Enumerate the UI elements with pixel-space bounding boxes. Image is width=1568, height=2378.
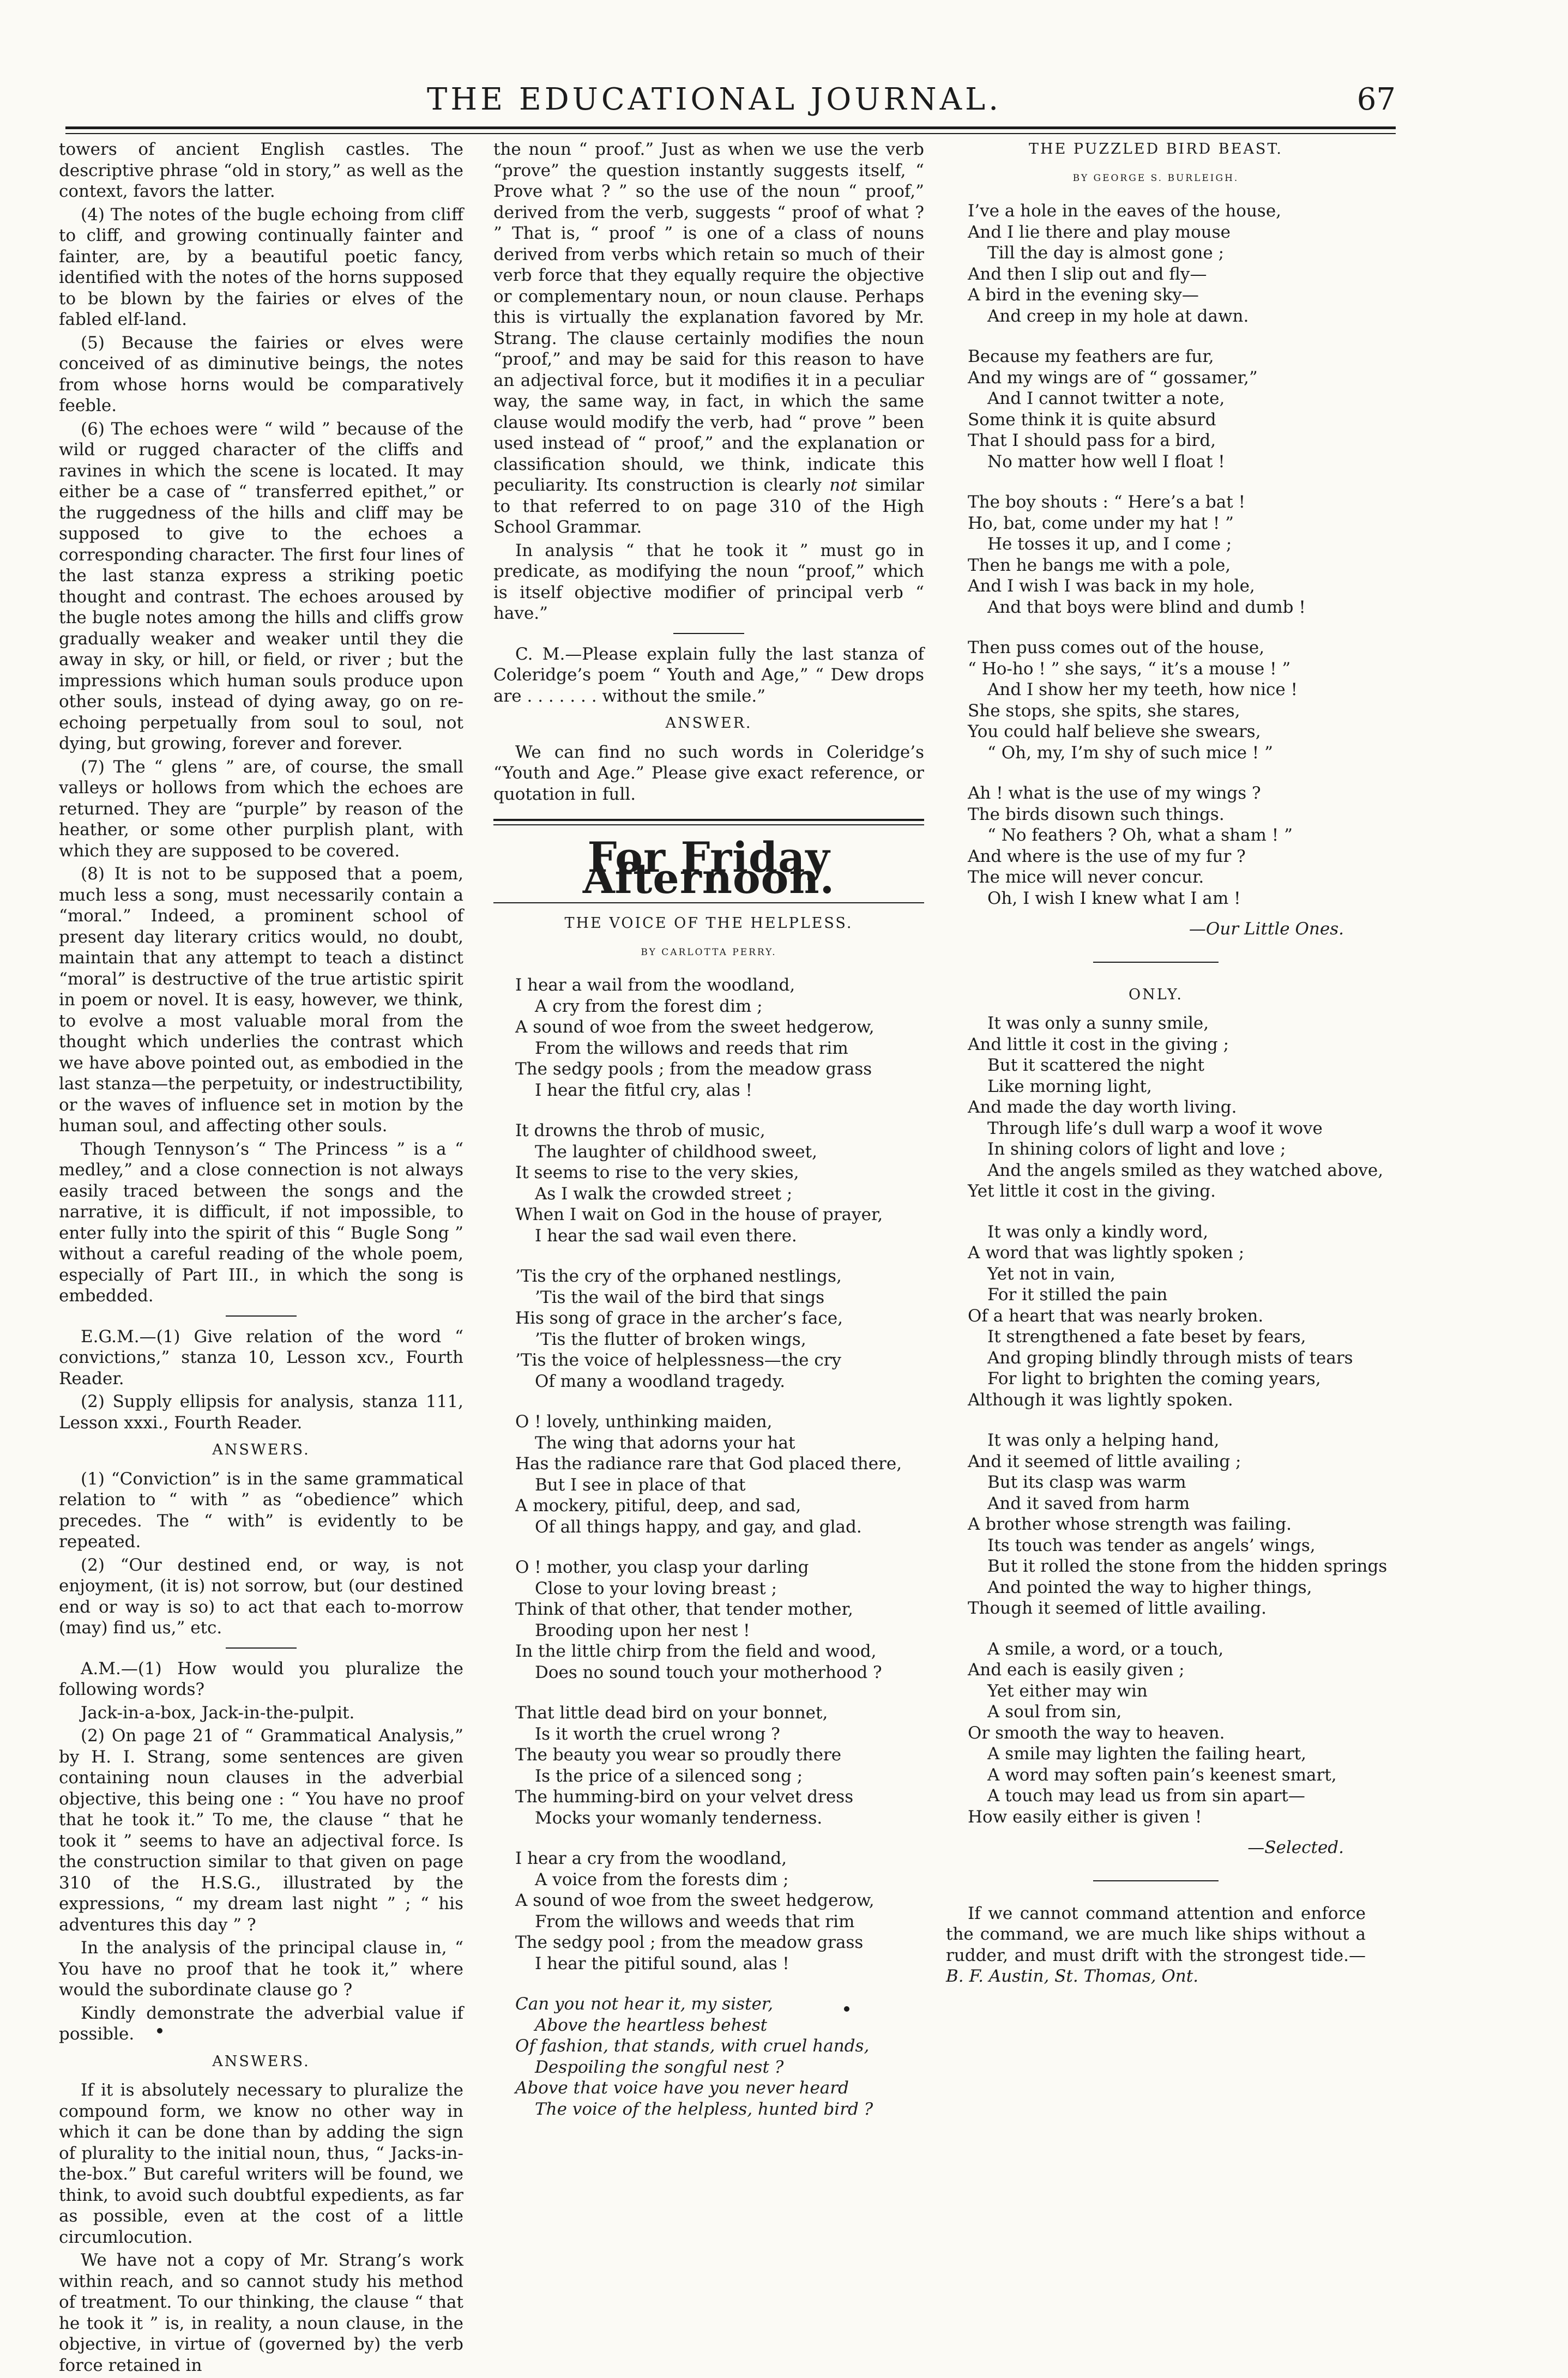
- answer: (1) “Conviction” is in the same grammatical relation to “ with ” as “obedience” which precedes. The “ with” is evidently to be repeated.: [59, 1469, 463, 1552]
- poem-line: Like morning light,: [987, 1076, 1152, 1096]
- poem-line: ’Tis the flutter of broken wings,: [535, 1329, 806, 1349]
- question: (2) Supply ellipsis for analysis, stanza 111, Lesson xxxi., Fourth Reader.: [59, 1392, 463, 1433]
- stanza: [515, 1411, 924, 1537]
- stanza: [968, 1430, 1388, 1619]
- poem-line: It was only a kindly word,: [987, 1222, 1209, 1242]
- poem-line: A brother whose strength was failing.: [968, 1514, 1292, 1534]
- print-mark: [157, 2028, 162, 2033]
- poem-line: How easily either is given !: [968, 1807, 1202, 1827]
- poem-line: But its clasp was warm: [987, 1472, 1186, 1492]
- poem-line: The wing that adorns your hat: [535, 1433, 795, 1453]
- poem-line: A mockery, pitiful, deep, and sad,: [515, 1496, 801, 1516]
- section-divider: [226, 1647, 297, 1649]
- poem-line: Of fashion, that stands, with cruel hands,: [515, 2036, 870, 2056]
- poem-line: And my wings are of “ gossamer,”: [968, 367, 1258, 388]
- poem-title: ONLY.: [1129, 986, 1183, 1003]
- poem-line: And made the day worth living.: [968, 1097, 1237, 1117]
- column-right: [946, 139, 1388, 1989]
- paragraph: In analysis “ that he took it ” must go in predicate, as modifying the noun “proof,” which is itself objective modifier of principal verb “ have.”: [493, 540, 924, 623]
- answers-heading: ANSWERS.: [212, 1441, 310, 1458]
- poem-line: A cry from the forest dim ;: [535, 996, 763, 1016]
- poem-line: The sedgy pool ; from the meadow grass: [515, 1933, 864, 1952]
- poem-attribution: —Our Little Ones.: [1189, 919, 1344, 939]
- poem-line: Of a heart that was nearly broken.: [968, 1306, 1264, 1326]
- poem-line: And then I slip out and fly—: [968, 264, 1207, 284]
- poem-line: And pointed the way to higher things,: [987, 1577, 1312, 1597]
- poem-line: The birds disown such things.: [968, 804, 1225, 824]
- poem-line: In the little chirp from the field and wood,: [515, 1641, 877, 1661]
- poem-line: And the angels smiled as they watched above,: [987, 1160, 1384, 1180]
- poem-line: Though it seemed of little availing.: [968, 1598, 1267, 1618]
- answer: If it is absolutely necessary to pluralize the compound form, we know no other way in which it can be done than by adding the sign of plurality to the initial noun, thus, “ Jacks-in-the-box.” But careful writers will be found, we think, to avoid such doubtful expedients, as far as possible, even at the cost of a little circumlocution.: [59, 2080, 463, 2247]
- poem-line: For light to brighten the coming years,: [987, 1369, 1321, 1389]
- section-divider: [1093, 962, 1219, 963]
- poem-line: The sedgy pools ; from the meadow grass: [515, 1059, 872, 1079]
- poem-line: His song of grace in the archer’s face,: [515, 1308, 843, 1328]
- stanza: [515, 1994, 924, 2120]
- poem-line: Despoiling the songful nest ?: [535, 2057, 784, 2077]
- poem-line: You could half believe she swears,: [968, 722, 1261, 741]
- poem-attribution: —Selected.: [1247, 1838, 1344, 1857]
- poem-line: Above the heartless behest: [535, 2015, 768, 2035]
- poem-line: No matter how well I float !: [987, 451, 1225, 472]
- poem-line: From the willows and weeds that rim: [535, 1911, 855, 1932]
- paragraph: Though Tennyson’s “ The Princess ” is a “ medley,” and a close connection is not always easily traced between the songs and the narrative, it is difficult, if not impossible, to enter fully into the spirit of this “ Bugle Song ” without a careful reading of the whole poem, especially of Part III., in which the song is embedded.: [59, 1139, 463, 1306]
- poem-line: Is it worth the cruel wrong ?: [535, 1724, 780, 1744]
- poem-line: And that boys were blind and dumb !: [987, 597, 1306, 617]
- poem-line: Has the radiance rare that God placed there,: [515, 1454, 902, 1474]
- poem-line: It drowns the throb of music,: [515, 1121, 765, 1140]
- poem-line: The humming-bird on your velvet dress: [515, 1787, 854, 1807]
- paragraph: (5) Because the fairies or elves were conceived of as diminutive beings, the notes from whose horns would be comparatively feeble.: [59, 333, 463, 415]
- paragraph: (7) The “ glens ” are, of course, the small valleys or hollows from which the echoes are returned. They are “purple” by reason of the heather, or some other purplish plant, with which they are supposed to be covered.: [59, 757, 463, 861]
- poem-line: And groping blindly through mists of tears: [987, 1348, 1353, 1368]
- poem-line: The beauty you wear so proudly there: [515, 1745, 842, 1765]
- poem-line: But it rolled the stone from the hidden springs: [987, 1556, 1388, 1576]
- poem-line: The voice of the helpless, hunted bird ?: [535, 2099, 873, 2119]
- answer: We can find no such words in Coleridge’s “Youth and Age.” Please give exact reference, or quotation in full.: [493, 742, 924, 804]
- poem-line: Of many a woodland tragedy.: [535, 1371, 786, 1391]
- header-rule: [65, 126, 1396, 129]
- poem-line: But it scattered the night: [987, 1055, 1204, 1075]
- poem-line: I hear the pitiful sound, alas !: [535, 1953, 789, 1973]
- poem-line: I hear the sad wail even there.: [535, 1226, 797, 1246]
- poem-only: [946, 1013, 1388, 1827]
- stanza: [515, 975, 924, 1101]
- poem-line: Then he bangs me with a pole,: [968, 555, 1231, 575]
- poem-line: It strengthened a fate beset by fears,: [987, 1327, 1306, 1347]
- poem-line: “ Ho-ho ! ” she says, “ it’s a mouse ! ”: [968, 659, 1291, 679]
- poem-line: That little dead bird on your bonnet,: [515, 1703, 828, 1723]
- emphasis-text: not: [829, 475, 858, 495]
- poem-line: “ Oh, my, I’m shy of such mice ! ”: [987, 743, 1273, 763]
- poem-line: Brooding upon her nest !: [535, 1620, 750, 1640]
- stanza: [968, 1639, 1366, 1828]
- stanza: [968, 783, 1366, 909]
- section-divider: [1093, 1880, 1219, 1881]
- answer: We have not a copy of Mr. Strang’s work within reach, and so cannot study his method of treatment. To our thinking, the clause “ that he took it ” is, in reality, a noun clause, in the objective, in virtue of (governed by) the verb force retained in: [59, 2250, 463, 2375]
- poem-byline: BY GEORGE S. BURLEIGH.: [1072, 172, 1239, 184]
- poem-line: Is the price of a silenced song ;: [535, 1766, 803, 1786]
- poem-line: The mice will never concur.: [968, 867, 1204, 887]
- stanza: [515, 1848, 924, 1974]
- poem-line: In shining colors of light and love ;: [987, 1139, 1286, 1159]
- poem-line: And it saved from harm: [987, 1493, 1190, 1513]
- poem-line: It was only a sunny smile,: [987, 1013, 1209, 1033]
- running-title: THE EDUCATIONAL JOURNAL.: [426, 82, 1002, 117]
- poem-line: For it stilled the pain: [987, 1285, 1168, 1305]
- poem-line: When I wait on God in the house of prayer,: [515, 1205, 883, 1224]
- poem-title: THE PUZZLED BIRD BEAST.: [1029, 141, 1283, 158]
- question: In the analysis of the principal clause in, “ You have no proof that he took it,” where would the subordinate clause go ?: [59, 1938, 463, 2000]
- poem-line: ’Tis the wail of the bird that sings: [535, 1287, 825, 1307]
- poem-line: Or smooth the way to heaven.: [968, 1723, 1225, 1743]
- poem-line: That I should pass for a bird,: [968, 431, 1216, 450]
- poem-line: And little it cost in the giving ;: [968, 1034, 1229, 1054]
- poem-line: A touch may lead us from sin apart—: [987, 1786, 1305, 1806]
- page-header: [65, 82, 1396, 147]
- section-title: For Friday Afternoon.: [582, 833, 835, 903]
- poem-line: Yet either may win: [987, 1681, 1148, 1701]
- stanza: [968, 1222, 1366, 1411]
- poem-line: Close to your loving breast ;: [535, 1578, 777, 1598]
- poem-line: As I walk the crowded street ;: [535, 1184, 793, 1204]
- poem-line: And I cannot twitter a note,: [987, 389, 1225, 408]
- poem-line: Does no sound touch your motherhood ?: [535, 1662, 882, 1682]
- page-number: 67: [1356, 82, 1396, 117]
- poem-voice-of-the-helpless: [493, 975, 924, 2120]
- poem-line: I hear the fitful cry, alas !: [535, 1080, 752, 1100]
- poem-line: Ho, bat, come under my hat ! ”: [968, 513, 1234, 533]
- poem-line: And I lie there and play mouse: [968, 222, 1231, 242]
- question-words: Jack-in-a-box, Jack-in-the-pulpit.: [81, 1703, 355, 1723]
- paragraph: (6) The echoes were “ wild ” because of the wild or rugged character of the cliffs and ravines in which the scene is located. It may either be a case of “ transferred epithet,” or the ruggedness of the hills and cliff may be supposed to give to the echoes a corresponding character. The first four lines of the last stanza express a striking poetic thought and contrast. The echoes aroused by the bugle notes among the hills and cliffs grow gradually weaker and weaker until they die away in sky, or hill, or field, or river ; but the impressions which human souls produce upon other souls, instead of dying away, go on re-echoing perpetually from soul to soul, not dying, but growing, forever and forever.: [59, 419, 463, 753]
- poem-line: A sound of woe from the sweet hedgerow,: [515, 1017, 875, 1037]
- poem-line: O ! lovely, unthinking maiden,: [515, 1412, 773, 1432]
- poem-line: The boy shouts : “ Here’s a bat !: [968, 492, 1246, 512]
- question: (2) On page 21 of “ Grammatical Analysis,” by H. I. Strang, some sentences are given containing noun clauses in the adverbial objective, this being one : “ You have no proof that he took it.” To me, the clause “ that he took it ” seems to have an adjectival force. Is the construction similar to that given on page 310 of the H.S.G., illustrated by the expressions, “ my dream last night ” ; “ his adventures this day ” ?: [59, 1726, 463, 1935]
- poem-line: Although it was lightly spoken.: [968, 1390, 1233, 1410]
- quote-author: B. F. Austin, St. Thomas, Ont.: [946, 1966, 1199, 1986]
- poem-line: I hear a cry from the woodland,: [515, 1849, 787, 1868]
- poem-line: Till the day is almost gone ;: [987, 243, 1225, 263]
- column-middle: [493, 139, 924, 2139]
- paragraph: [493, 139, 924, 538]
- poem-line: A word may soften pain’s keenest smart,: [987, 1765, 1337, 1785]
- stanza: [968, 1013, 1384, 1202]
- stanza: [968, 346, 1366, 472]
- poem-line: And each is easily given ;: [968, 1660, 1185, 1680]
- poem-line: And creep in my hole at dawn.: [987, 306, 1249, 326]
- paragraph-text: the noun “ proof.” Just as when we use the verb “prove” the question instantly suggests itself, “ Prove what ? ” so the use of the noun “ proof,” derived from the verb, suggests “ proof of what ? ” That is, “ proof ” is one of a class of nouns derived from verbs which retain so much of their verb force that they equally require the objective or complementary noun, or noun clause. Perhaps this is virtually the explanation favored by Mr. Strang. The clause certainly modifies the noun “proof,” and may be said for this reason to have an adjectival force, but it modifies it in a peculiar way, the same way, in fact, in which the same clause would modify the verb, had “ prove ” been used instead of “ proof,” and the explanation or classification should, we think, indicate this peculiarity. Its construction is clearly: [493, 140, 924, 495]
- stanza: [968, 492, 1366, 618]
- question: C. M.—Please explain fully the last stanza of Coleridge’s poem “ Youth and Age,” “ Dew drops are . . . . . . . without the smile.”: [493, 644, 924, 706]
- poem-line: A word that was lightly spoken ;: [968, 1243, 1245, 1263]
- poem-line: ’Tis the cry of the orphaned nestlings,: [515, 1266, 842, 1286]
- poem-title: THE VOICE OF THE HELPLESS.: [564, 915, 853, 932]
- poem-line: He tosses it up, and I come ;: [987, 534, 1232, 554]
- paragraph: towers of ancient English castles. The descriptive phrase “old in story,” as well as the context, favors the latter.: [59, 140, 463, 201]
- paragraph: (8) It is not to be supposed that a poem, much less a song, must necessarily contain a “moral.” Indeed, a prominent school of present day literary critics would, no doubt, maintain that any attempt to teach a distinct “moral” is destructive of the true artistic spirit in poem or novel. It is easy, however, we think, to evolve a most valuable moral from the thought which underlies the contrast which we have above pointed out, as embodied in the last stanza—the perpetuity, or indestructibility, or the waves of influence set in motion by the human soul, and affecting other souls.: [59, 864, 463, 1136]
- poem-line: A smile may lighten the failing heart,: [987, 1744, 1306, 1764]
- poem-line: Some think it is quite absurd: [968, 409, 1216, 430]
- poem-line: “ No feathers ? Oh, what a sham ! ”: [987, 825, 1293, 845]
- poem-line: Think of that other, that tender mother,: [515, 1600, 853, 1619]
- poem-line: But I see in place of that: [535, 1475, 746, 1495]
- poem-line: ’Tis the voice of helplessness—the cry: [515, 1350, 842, 1370]
- paragraph: (4) The notes of the bugle echoing from cliff to cliff, and growing continually fainter and fainter, are, by a beautiful poetic fancy, identified with the notes of the horns supposed to be blown by the fairies or elves of the fabled elf-land.: [59, 204, 463, 329]
- poem-line: She stops, she spits, she stares,: [968, 701, 1240, 721]
- poem-line: A smile, a word, or a touch,: [987, 1639, 1224, 1659]
- poem-line: Of all things happy, and gay, and glad.: [535, 1517, 862, 1537]
- header-rule-thin: [65, 133, 1396, 134]
- poem-line: Can you not hear it, my sister,: [515, 1994, 774, 2014]
- poem-line: Oh, I wish I knew what I am !: [987, 888, 1241, 908]
- poem-line: Yet not in vain,: [987, 1264, 1115, 1284]
- question: Kindly demonstrate the adverbial value if possible.: [59, 2003, 463, 2044]
- stanza: [515, 1120, 924, 1246]
- print-mark: [844, 2006, 849, 2012]
- poem-line: A sound of woe from the sweet hedgerow,: [515, 1891, 875, 1910]
- poem-line: Then puss comes out of the house,: [968, 638, 1265, 657]
- section-rule: [493, 819, 924, 825]
- section-divider: [226, 1315, 297, 1317]
- poem-puzzled-bird-beast: [946, 201, 1366, 909]
- poem-line: I hear a wail from the woodland,: [515, 975, 795, 995]
- poem-line: And I wish I was back in my hole,: [968, 576, 1255, 596]
- paragraph-text: similar to that referred to on page 310 of the High School Grammar.: [493, 475, 924, 537]
- stanza: [968, 201, 1366, 327]
- poem-line: Ah ! what is the use of my wings ?: [968, 783, 1261, 803]
- poem-line: A soul from sin,: [987, 1702, 1122, 1722]
- poem-line: Mocks your womanly tenderness.: [535, 1808, 823, 1828]
- poem-line: Because my feathers are fur,: [968, 347, 1214, 366]
- quote-text: If we cannot command attention and enforce the command, we are much like ships without a rudder, and must drift with the strongest tide.—: [946, 1903, 1366, 1965]
- poem-line: I’ve a hole in the eaves of the house,: [968, 201, 1282, 221]
- poem-line: Its touch was tender as angels’ wings,: [987, 1535, 1316, 1555]
- poem-line: O ! mother, you clasp your darling: [515, 1558, 809, 1577]
- stanza: [515, 1557, 924, 1683]
- poem-line: And it seemed of little availing ;: [968, 1451, 1241, 1471]
- poem-line: Yet little it cost in the giving.: [968, 1181, 1216, 1201]
- poem-line: It was only a helping hand,: [987, 1431, 1220, 1450]
- question: E.G.M.—(1) Give relation of the word “ convictions,” stanza 10, Lesson xcv., Fourth Reader.: [59, 1326, 463, 1389]
- poem-line: A voice from the forests dim ;: [535, 1869, 789, 1890]
- question: A.M.—(1) How would you pluralize the following words?: [59, 1658, 463, 1699]
- poem-line: And where is the use of my fur ?: [968, 846, 1246, 866]
- closing-quote: [946, 1903, 1366, 1987]
- answers-heading: ANSWERS.: [212, 2053, 310, 2070]
- poem-line: It seems to rise to the very skies,: [515, 1163, 799, 1182]
- stanza: [515, 1703, 924, 1828]
- answer-heading: ANSWER.: [665, 715, 752, 732]
- poem-line: From the willows and reeds that rim: [535, 1038, 848, 1058]
- poem-line: Through life’s dull warp a woof it wove: [987, 1118, 1323, 1138]
- poem-byline: BY CARLOTTA PERRY.: [641, 946, 777, 958]
- poem-line: A bird in the evening sky—: [968, 285, 1199, 305]
- column-left: [59, 139, 463, 2378]
- poem-line: Above that voice have you never heard: [515, 2078, 849, 2098]
- stanza: [515, 1266, 924, 1392]
- stanza: [968, 637, 1366, 763]
- answer: (2) “Our destined end, or way, is not enjoyment, (it is) not sorrow, but (our destined end or way is so) to act that each to-morrow (may) find us,” etc.: [59, 1555, 463, 1638]
- poem-line: And I show her my teeth, how nice !: [987, 680, 1298, 699]
- poem-line: The laughter of childhood sweet,: [535, 1142, 817, 1162]
- section-divider: [673, 633, 744, 634]
